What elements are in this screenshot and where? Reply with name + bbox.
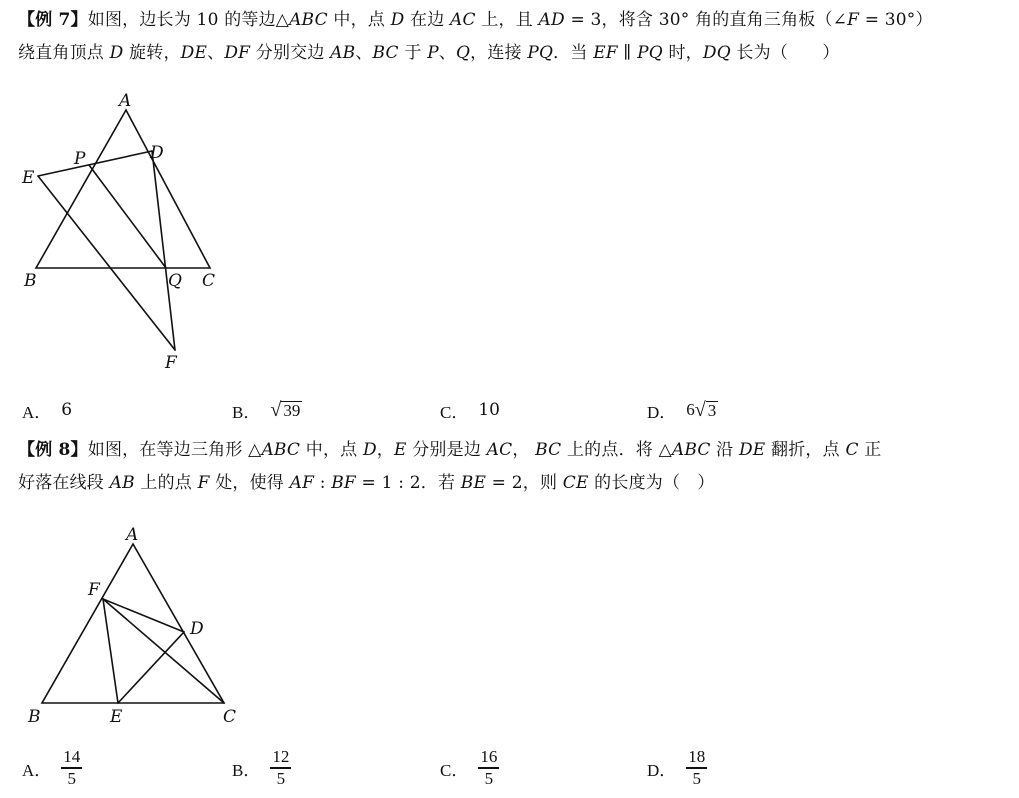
stem-text: 于 [398,43,428,63]
stem-math: D [390,10,405,30]
stem-text: : [314,473,332,493]
stem-math: Q [456,43,471,63]
stem-text: 好落在线段 [18,473,110,493]
segment-fe [103,599,118,703]
stem-math: AF [289,473,315,493]
label-a: A [119,91,132,111]
stem-text: 上的点．将 △ [561,440,672,460]
choice-a[interactable] [22,738,82,798]
stem-text: 旋转， [123,43,181,63]
choice-a[interactable] [22,390,72,430]
stem-math: BC [535,440,562,460]
stem-math: ABC [261,440,301,460]
choice-c[interactable] [440,390,500,430]
stem-math: AC [486,440,513,460]
choice-b[interactable] [232,738,291,798]
label-e: E [110,707,123,727]
choice-letter: B． [232,760,261,780]
stem-math: DF [224,43,251,63]
stem-text: 、 [438,43,457,63]
choice-letter: C． [440,402,469,422]
choice-value: 10 [478,400,500,420]
stem-text: 中，点 [327,10,391,30]
choice-letter: A． [22,760,52,780]
numerator: 16 [480,747,498,767]
stem-text: 时， [662,43,703,63]
stem-text: = 3，将含 30° 角的直角三角板（∠ [564,10,848,30]
radical-sign: √ [694,399,706,421]
stem-math: ABC [671,440,711,460]
label-d: D [190,619,204,639]
stem-text: = 30°） [859,10,933,30]
stem-text: ．当 [553,43,594,63]
stem-text: 处，使得 [209,473,290,493]
segment-pq [89,165,166,268]
label-b: B [24,271,37,291]
problem-8-choices [22,738,1002,798]
choice-d[interactable] [647,738,707,798]
stem-text: ， [512,440,536,460]
numerator: 12 [272,747,290,767]
problem-7-choices [22,390,1002,430]
stem-math: C [845,440,859,460]
denominator: 5 [692,768,702,788]
choice-letter: C． [440,760,469,780]
stem-math: E [394,440,407,460]
label-d: D [150,143,164,163]
stem-text: △ [275,10,290,30]
choice-b[interactable] [232,390,302,430]
stem-math: ABC [289,10,328,30]
label-p: P [74,149,86,169]
stem-text: 的长度为（ ） [588,473,715,493]
stem-text: 分别交边 [250,43,331,63]
label-c: C [223,707,237,727]
stem-text: ，连接 [470,43,528,63]
stem-text: 翻折，点 [765,440,846,460]
sqrt-expression [270,400,302,420]
stem-text: 正 [858,440,882,460]
stem-math: DE [180,43,208,63]
fraction [270,747,291,788]
problem-7-geometry-diagram [10,88,240,378]
stem-math: P [427,43,439,63]
stem-math: BE [460,473,487,493]
stem-text: 绕直角顶点 [18,43,110,63]
stem-text: = 1 : 2．若 [355,473,461,493]
segment-de [118,632,184,703]
stem-math: BC [372,43,399,63]
stem-math: DE [738,440,766,460]
radicand: 39 [283,401,301,420]
stem-text: 中，点 [300,440,363,460]
label-a: A [126,525,139,545]
fraction [61,747,82,788]
stem-math: D [109,43,124,63]
label-f: F [165,353,177,373]
label-c: C [202,271,216,291]
label-b: B [28,707,41,727]
choice-c[interactable] [440,738,499,798]
stem-math: F [197,473,210,493]
choice-letter: A． [22,402,52,422]
stem-text: 、 [207,43,225,63]
choice-letter: D． [647,402,677,422]
stem-text: ∥ [617,43,638,63]
problem-8-figure [18,522,258,752]
stem-text: 上的点 [134,473,198,493]
problem-7-tag: 【例 7】 [18,10,88,30]
stem-text: 长为（ ） [730,43,840,63]
denominator: 5 [484,768,494,788]
denominator: 5 [67,768,77,788]
problem-8-tag: 【例 8】 [18,440,88,460]
stem-math: AD [538,10,565,30]
choice-value: 6 [61,400,73,420]
stem-math: PQ [527,43,554,63]
numerator: 18 [688,747,706,767]
stem-text: 如图，边长为 10 的等边 [87,10,276,30]
stem-text: 沿 [710,440,739,460]
fraction [686,747,707,788]
stem-text: = 2，则 [486,473,563,493]
stem-text: 在边 [404,10,451,30]
stem-math: PQ [637,43,663,63]
problem-8 [0,430,1019,798]
label-q: Q [168,271,182,291]
choice-d[interactable] [647,390,718,430]
problem-8-stem [18,434,1007,500]
stem-text: 上，且 [475,10,539,30]
radical-sign: √ [270,399,282,421]
stem-text: ， [376,440,394,460]
choice-letter: B． [232,402,261,422]
problem-8-geometry-diagram [18,522,258,752]
stem-text: 如图，在等边三角形 △ [87,440,262,460]
stem-math: DQ [702,43,731,63]
stem-math: AC [450,10,476,30]
stem-text: 、 [355,43,373,63]
problem-7-stem [18,4,1007,70]
stem-math: EF [593,43,618,63]
stem-math: CE [562,473,589,493]
label-f: F [88,580,100,600]
problem-7-figure [10,88,240,378]
choice-letter: D． [647,760,677,780]
stem-math: D [362,440,377,460]
segment-ef [38,176,175,350]
label-e: E [22,168,35,188]
stem-math: F [847,10,860,30]
segment-fd [103,599,184,632]
stem-text: 分别是边 [406,440,487,460]
segment-fc [103,599,224,703]
denominator: 5 [276,768,286,788]
triangle-abc [36,110,210,268]
sqrt-expression [686,400,718,420]
radicand: 3 [707,401,717,420]
stem-math: AB [109,473,135,493]
numerator: 14 [63,747,81,767]
fraction [478,747,499,788]
stem-math: BF [331,473,356,493]
coefficient: 6 [686,400,695,419]
stem-math: AB [330,43,356,63]
